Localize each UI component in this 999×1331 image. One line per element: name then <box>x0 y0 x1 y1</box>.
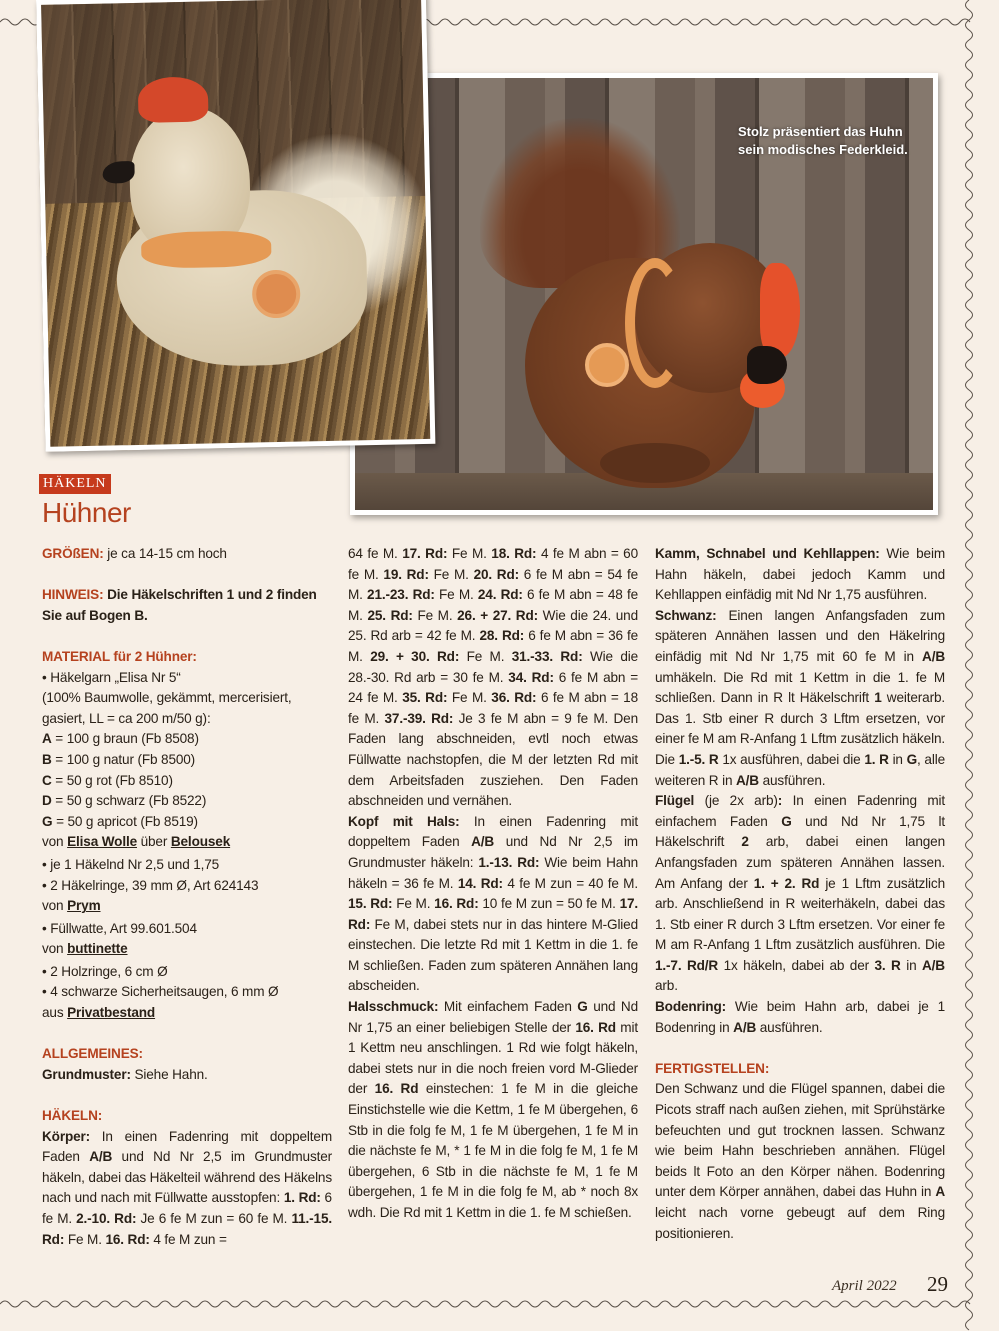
color-line <box>42 729 332 750</box>
source-brand: Belousek <box>170 834 231 850</box>
chart-number: 1 <box>874 690 882 706</box>
text: Fe M. <box>412 607 458 623</box>
schwanz-paragraph <box>655 606 945 791</box>
color-key: D <box>42 793 52 809</box>
text: 6 fe M abn = 54 fe M. <box>348 566 638 603</box>
round-label: 16. Rd: <box>105 1231 150 1247</box>
round-label: 18. Rd: <box>491 546 537 561</box>
chart-number: 2 <box>741 834 749 850</box>
column-3 <box>655 544 945 1244</box>
text: von <box>42 898 68 914</box>
round-label: 15. Rd: <box>348 896 393 912</box>
text: Fe M. <box>392 896 435 912</box>
photo-brown-hen <box>350 73 938 515</box>
source-brand: Elisa Wolle <box>67 834 137 850</box>
color-text: = 100 g natur (Fb 8500) <box>51 751 196 767</box>
text: 6 fe M. <box>42 1190 332 1226</box>
color-line <box>42 812 332 833</box>
text: in <box>900 957 923 973</box>
text: je ca 14-15 cm hoch <box>103 546 227 561</box>
page-number: 29 <box>927 1272 948 1296</box>
hen-comb <box>138 76 209 122</box>
text: aus <box>42 1005 68 1021</box>
photo-caption: Stolz präsentiert das Huhn sein modisches Federkleid. <box>738 124 908 157</box>
yarn-key: A/B <box>736 772 759 788</box>
text: und Nd Nr 1,75 lt Häkelschrift <box>655 813 945 850</box>
material-item: • je 1 Häkelnd Nr 2,5 und 1,75 <box>42 856 220 872</box>
label: Halsschmuck: <box>348 999 439 1015</box>
yarn-key: G <box>781 813 792 829</box>
text: Fe M. <box>447 546 492 561</box>
round-label: 3. R <box>874 957 901 973</box>
koerper-paragraph <box>42 1127 332 1251</box>
text: In einen Fadenring mit doppeltem Faden <box>348 813 638 850</box>
text: Fe M. <box>428 566 474 582</box>
material-heading: MATERIAL für 2 Hühner: <box>42 648 197 664</box>
yarn-key: A <box>935 1184 945 1200</box>
round-label: 1.-7. Rd/R <box>655 957 719 973</box>
text: ausführen. <box>756 1019 823 1035</box>
text: von <box>42 834 68 850</box>
yarn-key: A/B <box>733 1019 757 1035</box>
material-detail: (100% Baumwolle, gekämmt, mercerisiert, gasiert, LL = ca 200 m/50 g): <box>42 690 292 726</box>
text: Fe M. <box>459 648 512 664</box>
text: In einen Fadenring mit doppeltem Faden <box>42 1128 332 1165</box>
yarn-key: G <box>577 999 588 1015</box>
source-line <box>42 939 332 960</box>
color-text: = 50 g apricot (Fb 8519) <box>52 813 198 829</box>
color-key: G <box>42 813 53 829</box>
text: Wie beim Hahn häkeln = 36 fe M. <box>348 854 639 891</box>
round-label: 1. + 2. Rd <box>753 875 820 891</box>
yarn-key: A/B <box>471 834 495 850</box>
round-label: 19. Rd: <box>383 566 429 582</box>
label: Bodenring: <box>655 999 726 1015</box>
text: 6 fe M abn = 36 fe M. <box>348 628 638 664</box>
allgemeines-heading: ALLGEMEINES: <box>42 1046 143 1062</box>
grundmuster-paragraph <box>42 1065 332 1086</box>
yarn-key: A/B <box>922 957 945 973</box>
color-line <box>42 771 332 792</box>
yarn-key: A/B <box>922 648 945 664</box>
text: Fe M. <box>447 690 492 706</box>
text: Die Häkelschriften 1 und 2 finden Sie auf Bogen B. <box>42 587 317 623</box>
text: 1x häkeln, dabei ab der <box>718 957 875 973</box>
text: Fe M. <box>434 587 478 603</box>
label: Körper: <box>42 1128 91 1144</box>
round-label: 16. Rd: <box>434 896 479 912</box>
text: 6 fe M abn = 18 fe M. <box>348 690 638 726</box>
text: 4 fe M zun = 40 fe M. <box>502 875 638 891</box>
round-label: 34. Rd: <box>508 669 554 685</box>
material-item: • 2 Holzringe, 6 cm Ø <box>42 963 168 979</box>
round-label: 31.-33. Rd: <box>511 648 583 664</box>
round-label: 28. Rd: <box>479 628 525 644</box>
text: und Nd Nr 1,75 an einer beliebigen Stelle der <box>348 999 639 1035</box>
text: weiterarb. Das 1. Stb einer R durch 3 Lftm ersetzen, vor einer fe M am R-Anfang 1 Lftm zusätzlich häkeln. Die <box>655 690 945 767</box>
text: über <box>136 834 171 850</box>
issue-date: April 2022 <box>832 1278 897 1294</box>
source-line <box>42 896 332 917</box>
text: Fe M. <box>64 1231 106 1247</box>
fertigstellen-heading: FERTIGSTELLEN: <box>655 1060 770 1076</box>
text: 64 fe M. <box>348 546 403 561</box>
text: 10 fe M zun = 50 fe M. <box>478 896 620 912</box>
text: Wie beim Hahn häkeln, dabei jedoch Kamm und Kehllappen einfädig mit Nd Nr 1,75 ausführen. <box>655 546 945 603</box>
yarn-key: A/B <box>89 1149 113 1165</box>
article-title: Hühner <box>42 497 131 528</box>
text: Wie beim Hahn arb, dabei je 1 Bodenring in <box>655 999 945 1035</box>
round-label: 1.-5. R <box>678 751 719 767</box>
haekeln-heading: HÄKELN: <box>42 1108 103 1124</box>
round-label: 11.-15. Rd: <box>42 1211 332 1247</box>
round-label: 16. Rd <box>575 1019 616 1035</box>
text: arb. <box>655 978 678 994</box>
text: und Nd Nr 2,5 im Grundmuster häkeln, dabei das Häkelteil während des Häkelns nach und nach mit Füllwatte ausstopfen: <box>42 1149 333 1206</box>
section-label: GRÖßEN: <box>42 546 104 561</box>
material-item: • 4 schwarze Sicherheitsaugen, 6 mm Ø <box>42 984 279 1000</box>
material-item: • 2 Häkelringe, 39 mm Ø, Art 624143 <box>42 877 259 893</box>
column-1 <box>42 544 332 1250</box>
hen-wing <box>585 343 629 387</box>
round-label: 20. Rd: <box>473 566 519 582</box>
halsschmuck-paragraph <box>348 997 638 1224</box>
text: 4 fe M abn = 60 fe M. <box>348 546 638 582</box>
round-label: 21.-23. Rd: <box>367 587 435 603</box>
round-label: 25. Rd: <box>367 607 413 623</box>
text: 1x ausführen, dabei die <box>718 751 865 767</box>
color-key: C <box>42 772 52 788</box>
round-label: 35. Rd: <box>402 690 448 706</box>
color-key: B <box>42 751 52 767</box>
text: und Nd Nr 2,5 im Grundmuster häkeln: <box>348 834 638 870</box>
text: arb, dabei einen langen Anfangsfaden zum späteren Annähen lassen. Am Anfang der <box>655 834 945 891</box>
kamm-paragraph <box>655 544 945 606</box>
text: 4 fe M zun = <box>149 1231 227 1247</box>
round-label: 14. Rd: <box>457 875 503 891</box>
text: 6 fe M abn = 24 fe M. <box>348 669 638 706</box>
round-label: 16. Rd <box>374 1081 419 1097</box>
color-text: = 100 g braun (Fb 8508) <box>51 731 199 747</box>
source-line <box>42 1003 332 1024</box>
round-label: 37.-39. Rd: <box>384 710 454 726</box>
wavy-border-bottom <box>0 1298 999 1310</box>
label: Schwanz: <box>655 607 717 623</box>
material-item: • Füllwatte, Art 99.601.504 <box>42 920 197 936</box>
text: ausführen. <box>758 772 826 788</box>
color-line <box>42 791 332 812</box>
text: Fe M, dabei stets nur in das hintere M-Glied einstechen. Die letzte Rd mit 1 Kettm in die 1. fe M schließen. Faden zum späteren Annähen lang abscheiden. <box>348 916 638 994</box>
text: Siehe Hahn. <box>130 1066 208 1082</box>
text: Je 3 fe M abn = 9 fe M. Den Faden lang abschneiden, evtl noch etwas Füllwatte nachstopfen, die M der letzten Rd mit dem Arbeitsfaden zusziehen. Den Faden abschneiden und vernähen. <box>348 710 638 809</box>
color-line <box>42 750 332 771</box>
wavy-border-right <box>962 0 976 1331</box>
text: mit 1 Kettm neu anschlingen. 1 Rd wie folgt häkeln, dabei stets nur in die noch freien vord M-Glieder der <box>348 1019 638 1097</box>
text: Wie die 28.-30. Rd arb = 30 fe M. <box>348 648 639 685</box>
kopf-paragraph <box>348 812 638 997</box>
text: Den Schwanz und die Flügel spannen, dabei die Picots straff nach außen ziehen, mit Sprühstärke befeuchten und gut trocknen lassen. Schwanz wie beim Hahn beschrieben annähen. Flügel beids lt Foto an den Körper nähen. Bodenring unter dem Körper annähen, dabei das Huhn in <box>655 1081 945 1200</box>
section-label: HINWEIS: <box>42 587 104 603</box>
round-label: 29. + 30. Rd: <box>370 648 460 664</box>
source-brand: buttinette <box>67 941 128 957</box>
text: Je 6 fe M zun = 60 fe M. <box>136 1211 292 1226</box>
color-text: = 50 g schwarz (Fb 8522) <box>51 793 207 809</box>
color-text: = 50 g rot (Fb 8510) <box>51 772 173 788</box>
text: von <box>42 941 68 957</box>
round-label: 26. + 27. Rd: <box>457 607 539 623</box>
text: , alle weiteren R in <box>655 751 945 788</box>
round-label: 17. Rd: <box>402 546 448 561</box>
round-label: 17. Rd: <box>348 896 639 932</box>
source-brand: Privatbestand <box>67 1005 156 1021</box>
round-label: 1. Rd: <box>283 1190 321 1206</box>
photo-beige-hen <box>36 0 435 452</box>
hen-ruff <box>141 230 272 269</box>
material-item: • Häkelgarn „Elisa Nr 5“ <box>42 669 181 685</box>
text: Einen langen Anfangsfaden zum späteren Annähen lassen und den Häkelring einfädig mit Nd Nr 1,75 mit 60 fe M in <box>655 607 945 664</box>
text: leicht nach vorne gebeugt auf dem Ring positionieren. <box>655 1205 945 1241</box>
label: Flügel <box>655 793 695 809</box>
text: 6 fe M abn = 48 fe M. <box>348 587 638 623</box>
rounds-paragraph <box>348 544 638 812</box>
label: Kopf mit Hals: <box>348 813 460 829</box>
text: Mit einfachem Faden <box>438 999 578 1015</box>
round-label: 1.-13. Rd: <box>478 854 540 870</box>
hen-ruff <box>625 258 685 388</box>
text: umhäkeln. Die Rd mit 1 Kettm in die 1. fe M schließen. Dann in R lt Häkelschrift <box>655 669 945 706</box>
column-2 <box>348 544 638 1224</box>
source-line <box>42 832 332 853</box>
text: In einen Fadenring mit einfachem Faden <box>655 793 945 829</box>
fertigstellen-paragraph <box>655 1079 945 1244</box>
text: je 1 Lftm zusätzlich arb. Anschließend in R weiterhäkeln, dabei das 1. Stb einer R durch 3 Lftm ersetzen. Vor einer fe M am R-Anfang 1 Lftm zusätzlich ausführen. Die <box>655 875 945 953</box>
fluegel-paragraph <box>655 791 945 997</box>
round-label: 24. Rd: <box>477 587 523 603</box>
round-label: 1. R <box>864 751 889 767</box>
label: Grundmuster: <box>42 1066 131 1082</box>
text: (je 2x arb) <box>694 793 778 809</box>
hen-beak <box>747 346 787 384</box>
text: einstechen: 1 fe M in die gleiche Einstichstelle wie die Kettm, 1 fe M übergehen, 6 Stb in die folg fe M, 1 fe M übergehen, 1 fe M in die nächste fe M, * 1 fe M in die folg fe M, 1 fe M übergehen, 6 Stb in die nächste fe M, 1 fe M übergehen, 1 fe M in die folg fe M, ab * noch 8x wdh. Die Rd mit 1 Kettm in die 1. fe M schießen. <box>348 1081 638 1220</box>
text: in <box>888 751 907 767</box>
round-label: 36. Rd: <box>491 690 537 706</box>
label: Kamm, Schnabel und Kehllappen: <box>655 546 880 561</box>
yarn-key: G <box>906 751 918 767</box>
hen-base-ring <box>600 443 710 483</box>
text: Wie die 24. und 25. Rd arb = 42 fe M. <box>348 607 638 644</box>
source-brand: Prym <box>67 898 101 914</box>
hen-comb <box>760 263 800 358</box>
groessen-paragraph <box>42 544 332 565</box>
text: : <box>777 793 783 809</box>
hinweis-paragraph <box>42 585 332 626</box>
category-tag: HÄKELN <box>39 474 111 494</box>
bodenring-paragraph <box>655 997 945 1038</box>
color-key: A <box>42 731 52 747</box>
round-label: 2.-10. Rd: <box>76 1211 137 1226</box>
